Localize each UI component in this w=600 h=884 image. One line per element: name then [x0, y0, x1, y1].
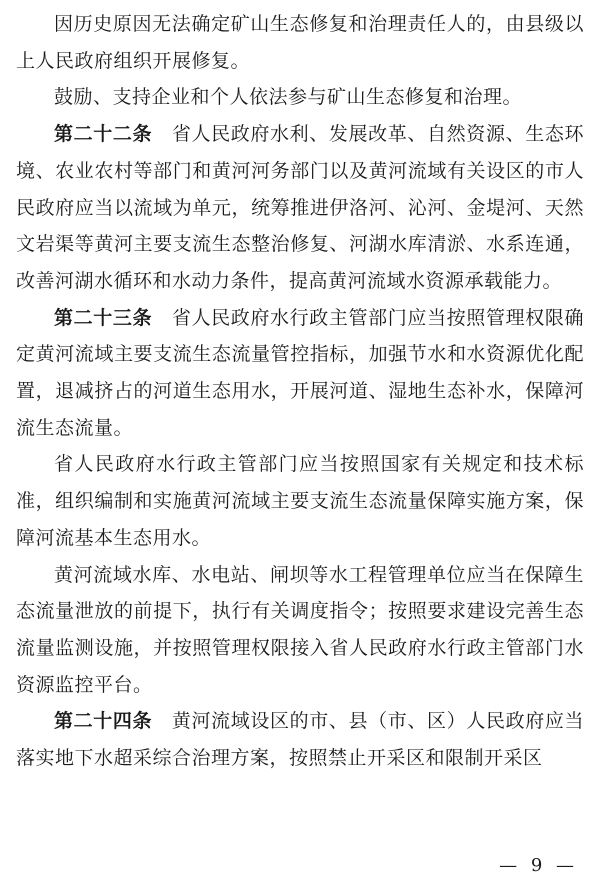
paragraph-2: [16, 79, 584, 116]
article-24: [16, 703, 584, 776]
article-23-gap: [152, 307, 172, 329]
paragraph-6: [16, 557, 584, 704]
article-24-gap: [152, 710, 172, 732]
article-22-gap: [152, 123, 172, 145]
paragraph-6-text: 黄河流域水库、水电站、闸坝等水工程管理单位应当在保障生态流量泄放的前提下，执行有关调度指令；按照要求建设完善生态流量监测设施，并按照管理权限接入省人民政府水行政主管部门水资源监控平台。: [16, 563, 584, 696]
article-24-heading: 第二十四条: [54, 710, 153, 733]
paragraph-2-text: 鼓励、支持企业和个人依法参与矿山生态修复和治理。: [54, 86, 523, 109]
document-page: [16, 6, 584, 777]
article-22-heading: 第二十二条: [54, 123, 153, 146]
article-24-text: 黄河流域设区的市、县（市、区）人民政府应当落实地下水超采综合治理方案，按照禁止开采区和限制开采区: [16, 710, 584, 770]
article-22: [16, 116, 584, 300]
article-23-heading: 第二十三条: [54, 306, 153, 329]
article-22-text: 省人民政府水利、发展改革、自然资源、生态环境、农业农村等部门和黄河河务部门以及黄河流域有关设区的市人民政府应当以流域为单元，统筹推进伊洛河、沁河、金堤河、天然文岩渠等黄河主要支流生态整治修复、河湖水库清淤、水系连通，改善河湖水循环和水动力条件，提高黄河流域水资源承载能力。: [16, 123, 584, 292]
paragraph-5-text: 省人民政府水行政主管部门应当按照国家有关规定和技术标准，组织编制和实施黄河流域主要支流生态流量保障实施方案，保障河流基本生态用水。: [16, 453, 584, 549]
paragraph-1-text: 因历史原因无法确定矿山生态修复和治理责任人的，由县级以上人民政府组织开展修复。: [16, 13, 584, 72]
article-23: [16, 300, 584, 447]
paragraph-1: [16, 6, 584, 79]
page-number: — 9 —: [499, 855, 578, 876]
article-23-text: 省人民政府水行政主管部门应当按照管理权限确定黄河流域主要支流生态流量管控指标，加强节水和水资源优化配置，退减挤占的河道生态用水，开展河道、湿地生态补水，保障河流生态流量。: [16, 306, 584, 439]
paragraph-5: [16, 446, 584, 556]
